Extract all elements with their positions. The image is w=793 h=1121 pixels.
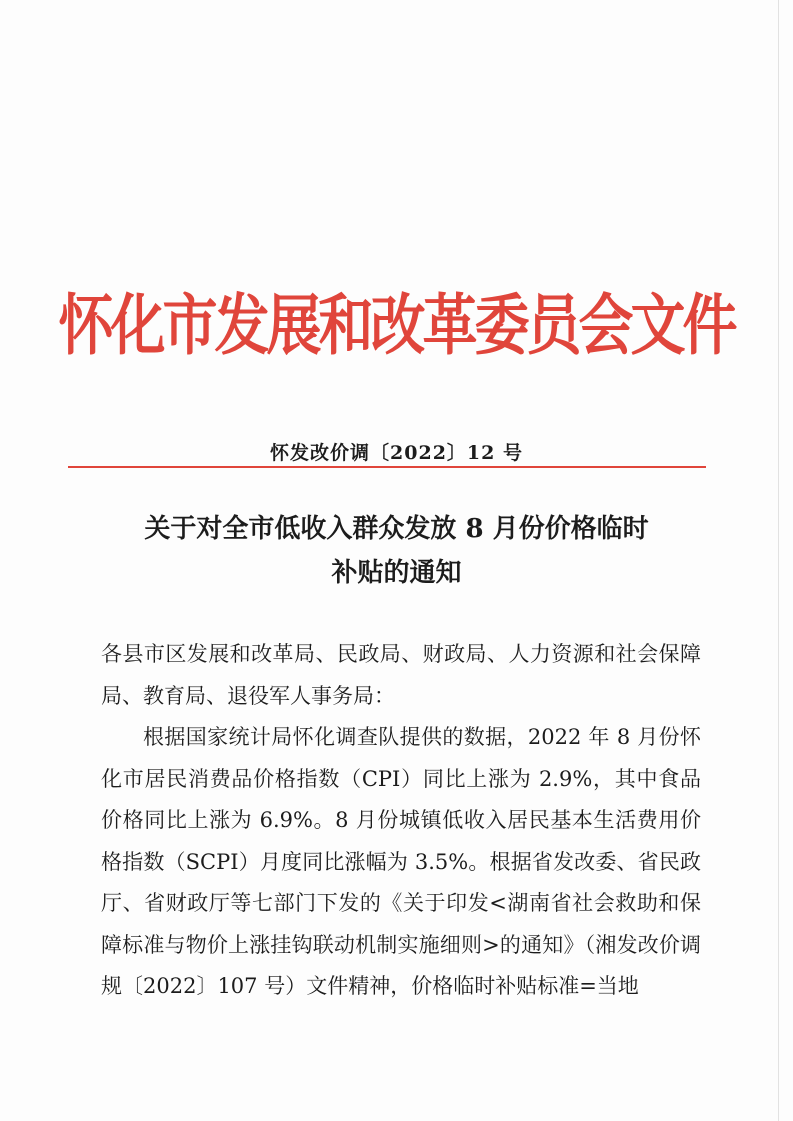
notice-title-line2: 补贴的通知 bbox=[331, 558, 462, 588]
document-body bbox=[101, 634, 701, 1008]
document-number: 怀发改价调〔2022〕12 号 bbox=[270, 442, 523, 464]
issuer-header-title: 怀化市发展和改革委员会文件 bbox=[58, 286, 735, 364]
body-paragraph-1: 根据国家统计局怀化调查队提供的数据，2022 年 8 月份怀化市居民消费品价格指数（CPI）同比上涨为 2.9%，其中食品价格同比上涨为 6.9%。8 月份城镇低收入居民基本生活费用价格指数（SCPI）月度同比涨幅为 3.5%。根据省发改委、省民政厅、省财政厅等七部门下发的《关于印发<湖南省社会救助和保障标准与物价上涨挂钩联动机制实施细则>的通知》（湘发改价调规〔2022〕107 号）文件精神，价格临时补贴标准=当地 bbox=[101, 725, 701, 998]
addressee-paragraph: 各县市区发展和改革局、民政局、财政局、人力资源和社会保障局、教育局、退役军人事务局： bbox=[101, 642, 701, 708]
notice-title-line1: 关于对全市低收入群众发放 8 月份价格临时 bbox=[144, 514, 649, 544]
notice-title bbox=[0, 507, 793, 595]
red-divider-line bbox=[68, 466, 706, 468]
